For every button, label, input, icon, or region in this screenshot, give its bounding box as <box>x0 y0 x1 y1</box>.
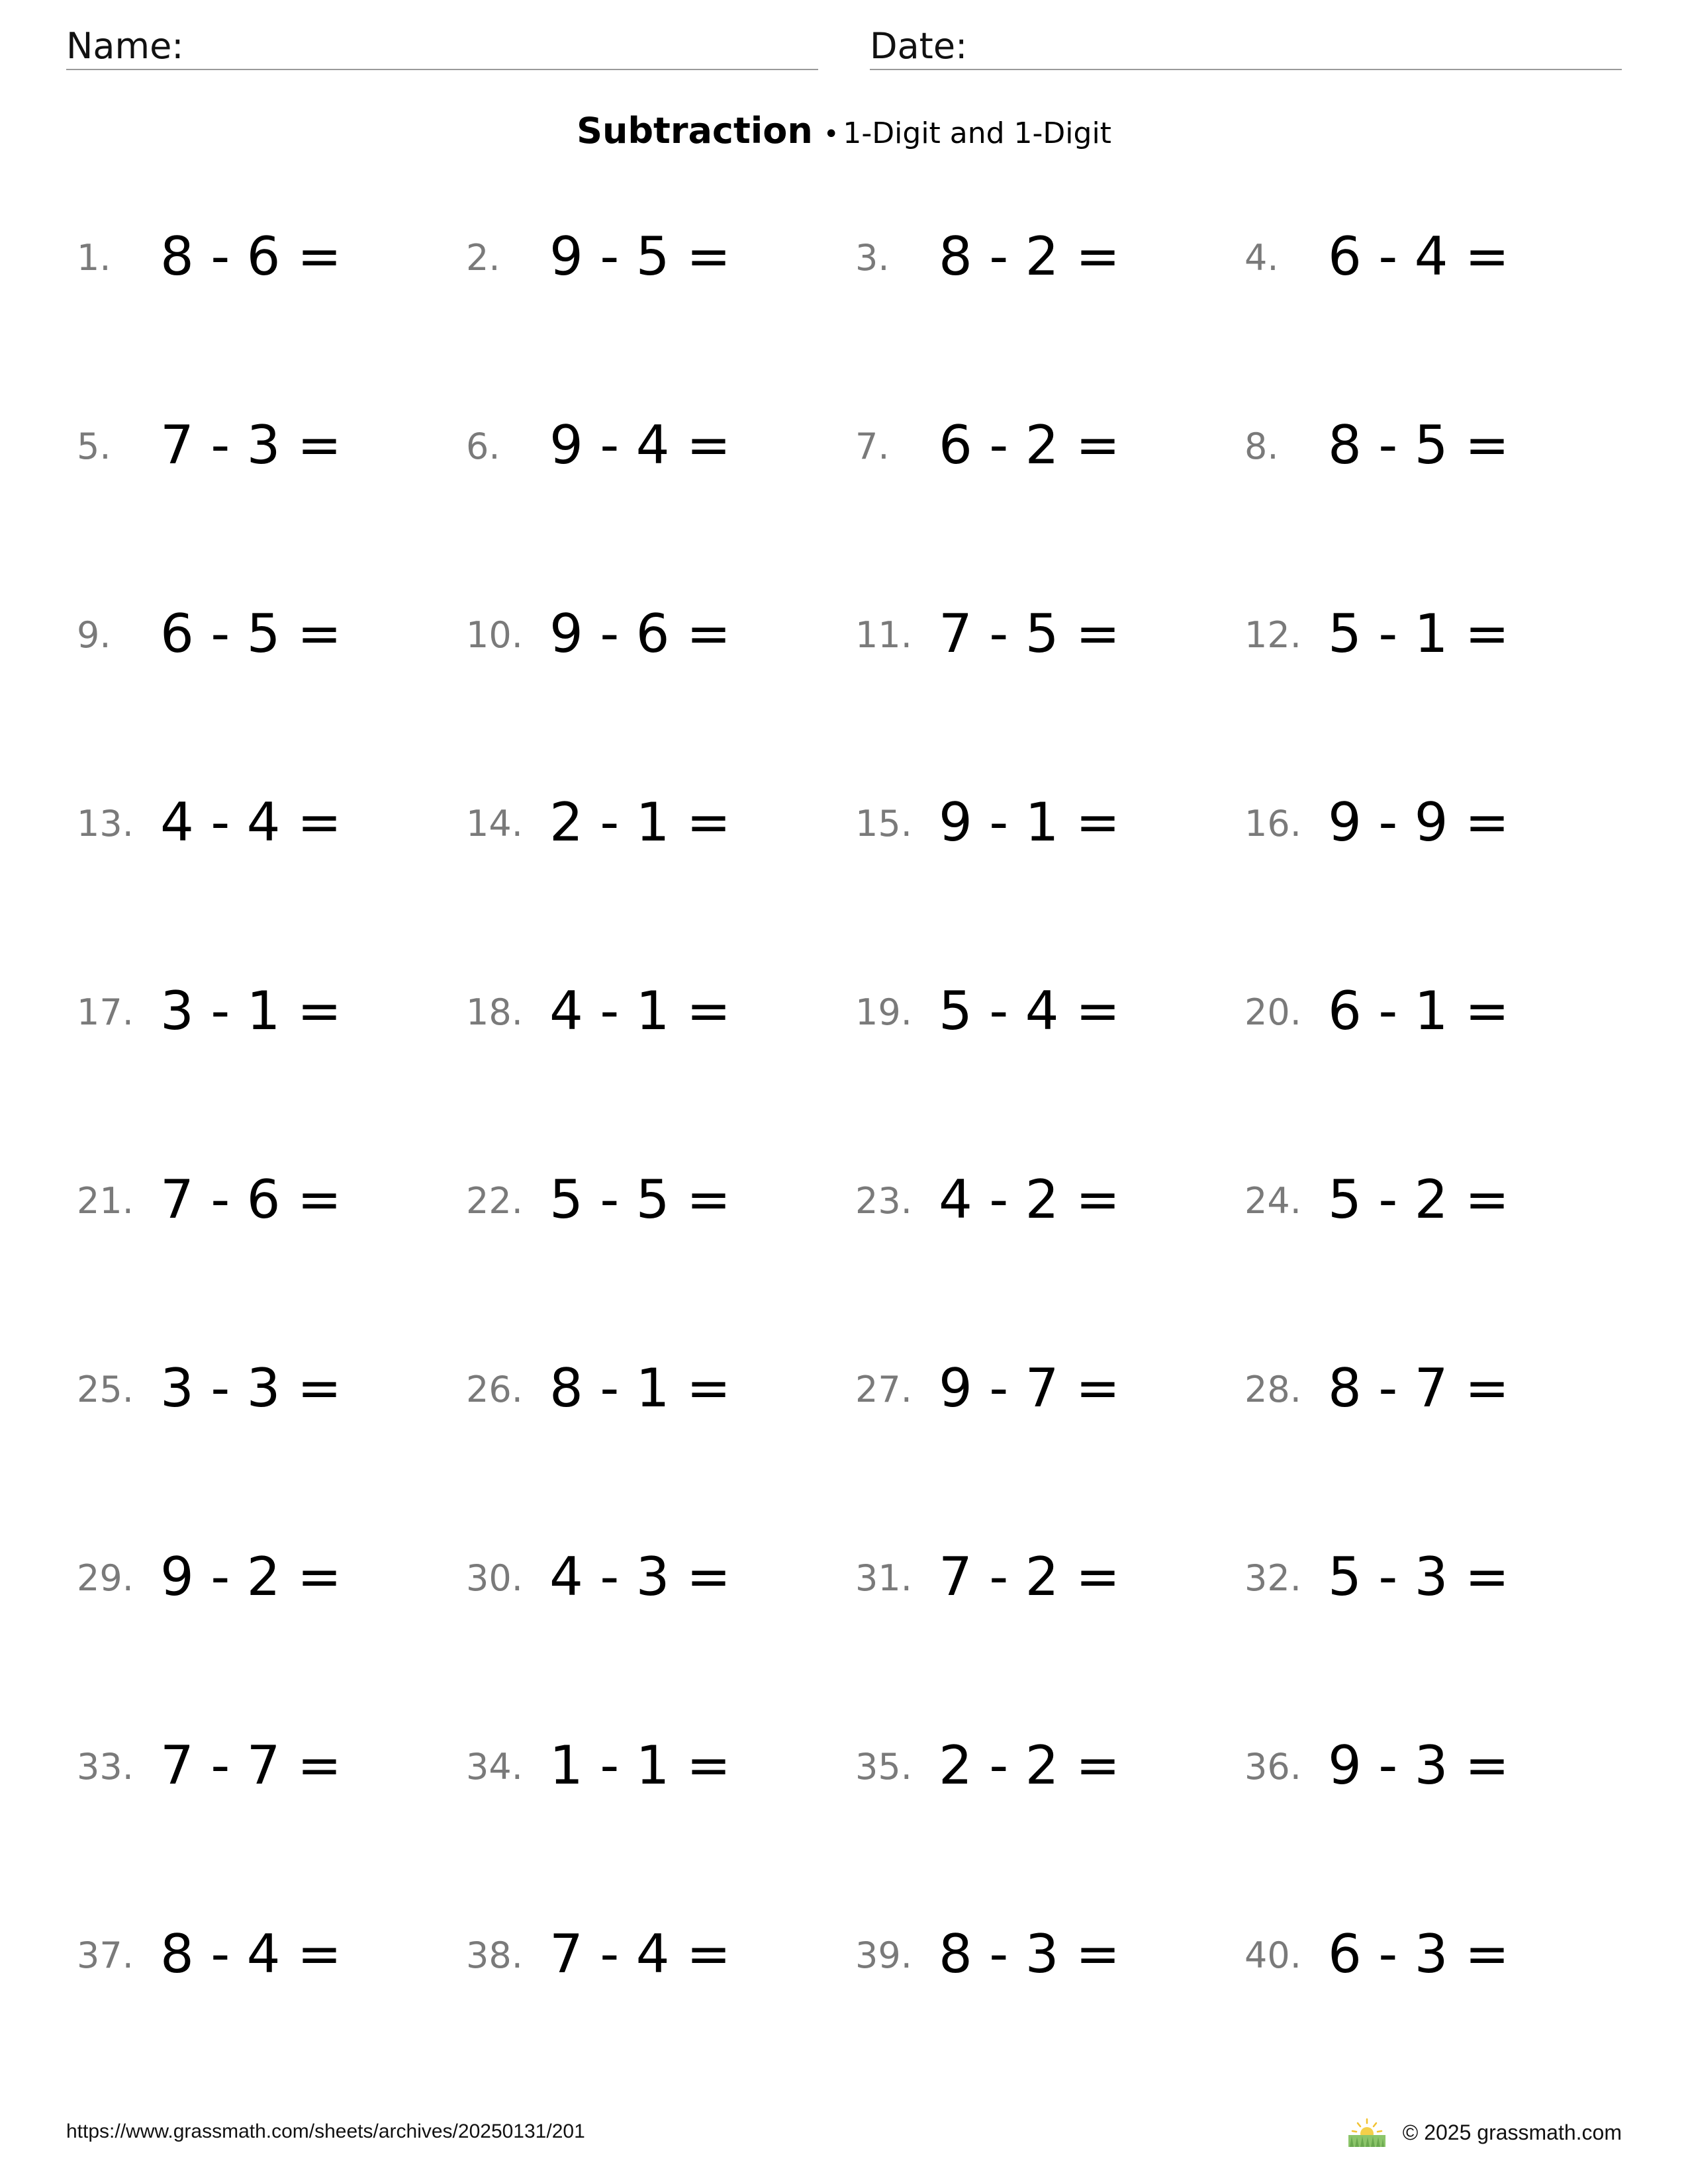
problem-expression: 7 - 5 = <box>939 603 1120 664</box>
problem-item <box>466 972 855 1051</box>
problem-expression: 2 - 2 = <box>939 1735 1120 1796</box>
problem-number: 39. <box>855 1934 912 1976</box>
problem-number: 13. <box>77 803 134 844</box>
problem-number: 4. <box>1244 237 1279 279</box>
problem-number: 14. <box>466 803 523 844</box>
problem-number: 21. <box>77 1180 134 1222</box>
problem-item <box>855 1537 1244 1617</box>
problem-number: 30. <box>466 1557 523 1599</box>
worksheet-title <box>0 105 1688 166</box>
problem-expression: 9 - 2 = <box>160 1546 342 1608</box>
problem-number: 20. <box>1244 991 1301 1033</box>
problem-item <box>1244 217 1634 296</box>
name-field[interactable] <box>66 24 818 70</box>
problem-number: 8. <box>1244 426 1279 467</box>
problem-item <box>1244 1349 1634 1428</box>
problem-number: 5. <box>77 426 111 467</box>
problem-number: 26. <box>466 1369 523 1410</box>
problem-expression: 5 - 3 = <box>1328 1546 1509 1608</box>
problem-item <box>77 594 466 674</box>
problem-item <box>855 1160 1244 1240</box>
problem-item <box>1244 406 1634 485</box>
problem-number: 31. <box>855 1557 912 1599</box>
problem-expression: 2 - 1 = <box>549 792 731 853</box>
copyright-text: © 2025 grassmath.com <box>1402 2120 1622 2144</box>
problem-expression: 9 - 1 = <box>939 792 1120 853</box>
problem-item <box>1244 1160 1634 1240</box>
problem-expression: 5 - 2 = <box>1328 1169 1509 1230</box>
problem-item <box>466 594 855 674</box>
problem-item <box>855 406 1244 485</box>
problem-item <box>855 217 1244 296</box>
problem-number: 12. <box>1244 614 1301 656</box>
problem-number: 3. <box>855 237 890 279</box>
problem-item <box>466 1537 855 1617</box>
problem-expression: 8 - 7 = <box>1328 1357 1509 1419</box>
grass-sun-logo-icon <box>1346 2116 1388 2148</box>
problem-number: 36. <box>1244 1746 1301 1788</box>
problem-number: 1. <box>77 237 111 279</box>
problem-number: 22. <box>466 1180 523 1222</box>
problem-expression: 9 - 6 = <box>549 603 731 664</box>
problem-expression: 8 - 5 = <box>1328 414 1509 476</box>
problem-expression: 6 - 3 = <box>1328 1923 1509 1985</box>
problem-expression: 8 - 6 = <box>160 226 342 287</box>
problem-item <box>855 1915 1244 1994</box>
name-label: Name: <box>66 25 184 67</box>
problem-expression: 7 - 3 = <box>160 414 342 476</box>
problem-number: 28. <box>1244 1369 1301 1410</box>
title-separator: • <box>823 119 839 150</box>
problem-expression: 9 - 4 = <box>549 414 731 476</box>
problem-expression: 8 - 1 = <box>549 1357 731 1419</box>
problem-number: 32. <box>1244 1557 1301 1599</box>
problem-number: 15. <box>855 803 912 844</box>
problem-item <box>855 972 1244 1051</box>
problem-expression: 6 - 1 = <box>1328 980 1509 1042</box>
problem-item <box>1244 972 1634 1051</box>
problem-number: 18. <box>466 991 523 1033</box>
problem-number: 16. <box>1244 803 1301 844</box>
problem-item <box>77 1160 466 1240</box>
problem-expression: 6 - 4 = <box>1328 226 1509 287</box>
footer-url: https://www.grassmath.com/sheets/archives/20250131/201 <box>66 2120 585 2142</box>
problem-item <box>77 1537 466 1617</box>
problem-item <box>855 1726 1244 1805</box>
problem-expression: 4 - 1 = <box>549 980 731 1042</box>
problem-number: 6. <box>466 426 500 467</box>
problem-expression: 9 - 9 = <box>1328 792 1509 853</box>
problem-item <box>1244 1915 1634 1994</box>
problem-expression: 6 - 5 = <box>160 603 342 664</box>
problem-number: 27. <box>855 1369 912 1410</box>
problem-item <box>855 783 1244 862</box>
problem-expression: 9 - 5 = <box>549 226 731 287</box>
title-subtitle: 1-Digit and 1-Digit <box>843 116 1111 150</box>
problem-expression: 1 - 1 = <box>549 1735 731 1796</box>
problem-expression: 8 - 3 = <box>939 1923 1120 1985</box>
problem-item <box>466 1915 855 1994</box>
problem-item <box>77 1349 466 1428</box>
title-main: Subtraction <box>577 110 813 152</box>
problem-number: 7. <box>855 426 890 467</box>
problem-number: 40. <box>1244 1934 1301 1976</box>
problem-number: 29. <box>77 1557 134 1599</box>
problem-item <box>77 1726 466 1805</box>
problem-item <box>77 217 466 296</box>
problem-number: 10. <box>466 614 523 656</box>
footer-branding <box>1346 2115 1622 2150</box>
problem-expression: 4 - 3 = <box>549 1546 731 1608</box>
problem-item <box>855 594 1244 674</box>
problem-number: 38. <box>466 1934 523 1976</box>
problem-expression: 9 - 3 = <box>1328 1735 1509 1796</box>
problem-number: 35. <box>855 1746 912 1788</box>
problem-expression: 3 - 1 = <box>160 980 342 1042</box>
problem-number: 11. <box>855 614 912 656</box>
problem-expression: 9 - 7 = <box>939 1357 1120 1419</box>
date-label: Date: <box>870 25 968 67</box>
problem-number: 23. <box>855 1180 912 1222</box>
problem-number: 19. <box>855 991 912 1033</box>
problem-number: 24. <box>1244 1180 1301 1222</box>
problem-number: 17. <box>77 991 134 1033</box>
problem-item <box>77 972 466 1051</box>
problem-expression: 5 - 5 = <box>549 1169 731 1230</box>
problem-item <box>1244 783 1634 862</box>
problem-expression: 7 - 2 = <box>939 1546 1120 1608</box>
problem-item <box>466 1726 855 1805</box>
problem-expression: 4 - 4 = <box>160 792 342 853</box>
problem-expression: 6 - 2 = <box>939 414 1120 476</box>
problem-item <box>77 1915 466 1994</box>
problem-item <box>466 406 855 485</box>
problem-item <box>855 1349 1244 1428</box>
problem-grid <box>0 217 1688 2083</box>
problem-expression: 8 - 2 = <box>939 226 1120 287</box>
problem-expression: 3 - 3 = <box>160 1357 342 1419</box>
problem-expression: 7 - 7 = <box>160 1735 342 1796</box>
problem-number: 25. <box>77 1369 134 1410</box>
problem-expression: 5 - 1 = <box>1328 603 1509 664</box>
problem-number: 34. <box>466 1746 523 1788</box>
problem-item <box>466 783 855 862</box>
problem-number: 33. <box>77 1746 134 1788</box>
problem-number: 2. <box>466 237 500 279</box>
problem-item <box>77 406 466 485</box>
problem-item <box>77 783 466 862</box>
problem-item <box>466 1160 855 1240</box>
problem-item <box>1244 1537 1634 1617</box>
problem-item <box>466 217 855 296</box>
problem-expression: 7 - 6 = <box>160 1169 342 1230</box>
problem-expression: 4 - 2 = <box>939 1169 1120 1230</box>
problem-number: 9. <box>77 614 111 656</box>
date-field[interactable] <box>870 24 1622 70</box>
problem-expression: 5 - 4 = <box>939 980 1120 1042</box>
problem-item <box>1244 1726 1634 1805</box>
problem-expression: 8 - 4 = <box>160 1923 342 1985</box>
problem-item <box>466 1349 855 1428</box>
problem-item <box>1244 594 1634 674</box>
problem-number: 37. <box>77 1934 134 1976</box>
problem-expression: 7 - 4 = <box>549 1923 731 1985</box>
